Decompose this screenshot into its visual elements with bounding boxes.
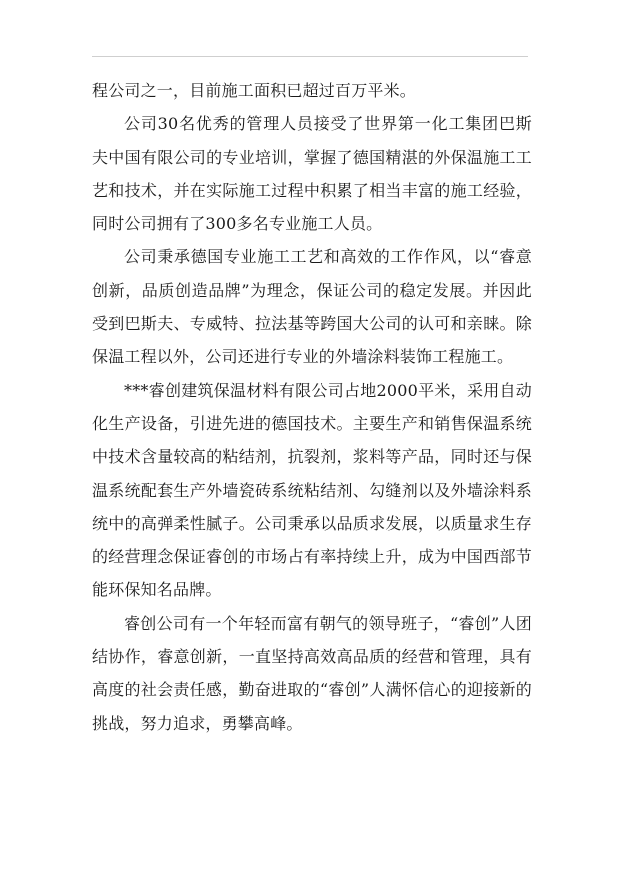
header-rule bbox=[92, 56, 528, 57]
paragraph-3: 公司秉承德国专业施工工艺和高效的工作作风，以“睿意创新，品质创造品牌”为理念，保证公司的稳定发展。并因此受到巴斯夫、专威特、拉法基等跨国大公司的认可和亲睐。除保温工程以外，公司还进行专业的外墙涂料装饰工程施工。 bbox=[92, 247, 532, 367]
paragraph-1: 程公司之一，目前施工面积已超过百万平米。 bbox=[92, 81, 417, 100]
document-body bbox=[92, 74, 532, 740]
paragraph-4: ***睿创建筑保温材料有限公司占地2000平米，采用自动化生产设备，引进先进的德国技术。主要生产和销售保温系统中技术含量较高的粘结剂，抗裂剂，浆料等产品，同时还与保温系统配套生产外墙瓷砖系统粘结剂、勾缝剂以及外墙涂料系统中的高弹柔性腻子。公司秉承以品质求发展，以质量求生存的经营理念保证睿创的市场占有率持续上升，成为中国西部节能环保知名品牌。 bbox=[92, 380, 532, 600]
paragraph-2: 公司30名优秀的管理人员接受了世界第一化工集团巴斯夫中国有限公司的专业培训，掌握了德国精湛的外保温施工工艺和技术，并在实际施工过程中积累了相当丰富的施工经验，同时公司拥有了300多名专业施工人员。 bbox=[92, 114, 532, 234]
paragraph-5: 睿创公司有一个年轻而富有朝气的领导班子，“睿创”人团结协作，睿意创新，一直坚持高效高品质的经营和管理，具有高度的社会责任感，勤奋进取的“睿创”人满怀信心的迎接新的挑战，努力追求，勇攀高峰。 bbox=[92, 613, 532, 733]
